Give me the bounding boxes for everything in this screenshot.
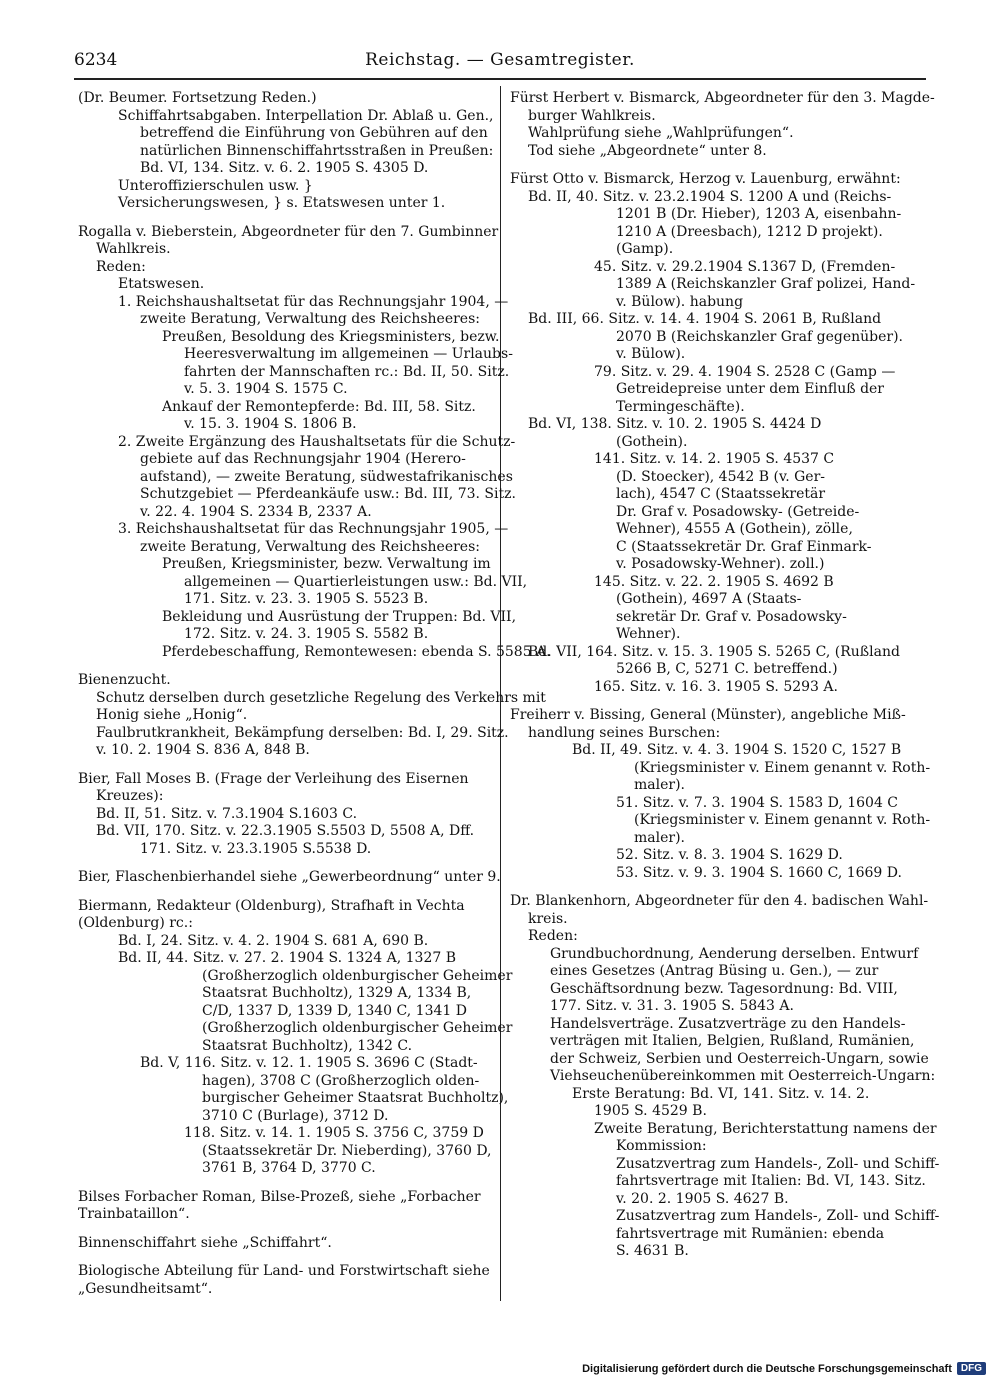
entry-line: Zweite Beratung, Berichterstattung namens der	[594, 1120, 937, 1137]
entry-line: Bd. II, 44. Sitz. v. 27. 2. 1904 S. 1324 A, 1327 B	[118, 950, 456, 966]
entry-line: Kreuzes):	[96, 788, 164, 804]
entry-line: Bd. II, 51. Sitz. v. 7.3.1904 S.1603 C.	[96, 805, 358, 822]
dfg-logo: DFG	[957, 1362, 986, 1375]
entry-line: (Gamp).	[616, 241, 674, 257]
entry-line: Preußen, Besoldung des Kriegsministers, bezw.	[162, 328, 500, 345]
entry-line: Bd. VII, 164. Sitz. v. 15. 3. 1905 S. 5265 C, (Rußland	[528, 643, 900, 660]
entry-line: Pferdebeschaffung, Remontewesen: ebenda S. 5585 A.	[162, 643, 551, 660]
entry-heading: Freiherr v. Bissing, General (Münster), angebliche Miß-	[510, 707, 906, 723]
entry-line: 3761 B, 3764 D, 3770 C.	[202, 1160, 376, 1176]
entry-line: Bd. III, 66. Sitz. v. 14. 4. 1904 S. 2061 B, Rußland	[528, 311, 882, 327]
entry-line: Bd. VI, 138. Sitz. v. 10. 2. 1905 S. 4424 D	[528, 416, 822, 432]
entry-line: Grundbuchordnung, Aenderung derselben. Entwurf	[550, 945, 919, 962]
entry-line: Getreidepreise unter dem Einfluß der	[616, 381, 885, 397]
entry-line: Geschäftsordnung bezw. Tagesordnung: Bd. VIII,	[550, 980, 898, 997]
entry-line: Staatsrat Buchholtz), 1342 C.	[202, 1037, 413, 1054]
entry-line: 1210 A (Dreesbach), 1212 D projekt).	[616, 223, 883, 240]
entry-line: 45. Sitz. v. 29.2.1904 S.1367 D, (Fremden-	[594, 258, 896, 275]
entry-line: aufstand), — zweite Beratung, südwestafrikanisches	[140, 468, 513, 485]
entry-line: v. Posadowsky-Wehner). zoll.)	[616, 556, 825, 572]
register-entry	[510, 90, 935, 160]
entry-line: Schutzgebiet — Pferdeankäufe usw.: Bd. III, 73. Sitz.	[140, 486, 516, 502]
entry-line: natürlichen Binnenschiffahrtsstraßen in Preußen:	[140, 142, 494, 159]
right-column	[510, 90, 940, 1272]
register-entry	[510, 893, 940, 1261]
entry-line: Bd. I, 24. Sitz. v. 4. 2. 1904 S. 681 A, 690 B.	[118, 932, 429, 949]
register-entry	[78, 223, 551, 662]
entry-line: 171. Sitz. v. 23.3.1905 S.5538 D.	[140, 840, 372, 857]
entry-line: (Großherzoglich oldenburgischer Geheimer	[202, 1020, 513, 1036]
entry-line: v. 5. 3. 1904 S. 1575 C.	[184, 381, 348, 397]
entry-line: v. 10. 2. 1904 S. 836 A, 848 B.	[96, 742, 310, 758]
entry-line: 1. Reichshaushaltsetat für das Rechnungsjahr 1904, —	[118, 293, 509, 310]
entry-line: C/D, 1337 D, 1339 D, 1340 C, 1341 D	[202, 1002, 467, 1019]
entry-line: Bekleidung und Ausrüstung der Truppen: Bd. VII,	[162, 608, 517, 625]
entry-line: lach), 4547 C (Staatssekretär	[616, 486, 826, 502]
entry-heading: Dr. Blankenhorn, Abgeordneter für den 4. badischen Wahl-	[510, 893, 929, 909]
entry-heading: Bienenzucht.	[78, 672, 171, 688]
entry-line: maler).	[634, 829, 685, 846]
entry-line: Bd. VI, 134. Sitz. v. 6. 2. 1905 S. 4305 D.	[140, 160, 429, 176]
entry-line: Bd. II, 49. Sitz. v. 4. 3. 1904 S. 1520 C, 1527 B	[572, 742, 902, 758]
entry-line: v. 15. 3. 1904 S. 1806 B.	[184, 416, 357, 432]
entry-heading: (Dr. Beumer. Fortsetzung Reden.)	[78, 90, 317, 106]
entry-line: 172. Sitz. v. 24. 3. 1905 S. 5582 B.	[184, 626, 429, 642]
entry-line: v. Bülow). habung	[616, 293, 744, 310]
entry-line: S. 4631 B.	[616, 1243, 689, 1259]
entry-line: Dr. Graf v. Posadowsky- (Getreide-	[616, 503, 860, 520]
entry-line: burgischer Geheimer Staatsrat Buchholtz),	[202, 1090, 509, 1106]
entry-line: 145. Sitz. v. 22. 2. 1905 S. 4692 B	[594, 573, 834, 590]
entry-heading: Bier, Flaschenbierhandel siehe „Gewerbeordnung“ unter 9.	[78, 869, 501, 885]
entry-line: 52. Sitz. v. 8. 3. 1904 S. 1629 D.	[616, 847, 843, 863]
entry-line: C (Staatssekretär Dr. Graf Einmark-	[616, 538, 872, 555]
register-entry	[78, 771, 491, 859]
entry-line: Trainbataillon“.	[78, 1206, 190, 1222]
entry-line: 165. Sitz. v. 16. 3. 1905 S. 5293 A.	[594, 678, 838, 695]
entry-line: fahrtsvertrage mit Rumänien: ebenda	[616, 1225, 885, 1242]
entry-line: Bd. II, 40. Sitz. v. 23.2.1904 S. 1200 A und (Reichs-	[528, 188, 892, 205]
entry-line: (Kriegsminister v. Einem genannt v. Roth-	[634, 759, 931, 776]
entry-line: (D. Stoecker), 4542 B (v. Ger-	[616, 468, 826, 485]
entry-line: Wehner), 4555 A (Gothein), zölle,	[616, 521, 853, 537]
entry-line: „Gesundheitsamt“.	[78, 1280, 213, 1297]
register-entry	[78, 90, 494, 213]
left-column	[78, 90, 551, 1309]
entry-heading: Bier, Fall Moses B. (Frage der Verleihung des Eisernen	[78, 770, 469, 787]
entry-line: (Staatssekretär Dr. Nieberding), 3760 D,	[202, 1142, 492, 1159]
entry-line: Reden:	[96, 258, 146, 275]
entry-line: gebiete auf das Rechnungsjahr 1904 (Herero-	[140, 451, 466, 467]
entry-line: v. 20. 2. 1905 S. 4627 B.	[616, 1190, 789, 1207]
entry-line: eines Gesetzes (Antrag Büsing u. Gen.), — zur	[550, 963, 879, 979]
entry-line: Bd. VII, 170. Sitz. v. 22.3.1905 S.5503 D, 5508 A, Dff.	[96, 823, 475, 839]
entry-line: v. 22. 4. 1904 S. 2334 B, 2337 A.	[140, 503, 372, 520]
footer-credit: Digitalisierung gefördert durch die Deutsche Forschungsgemeinschaft	[582, 1362, 952, 1375]
entry-line: Termingeschäfte).	[616, 398, 745, 415]
register-entry	[78, 1235, 491, 1253]
entry-line: 2070 B (Reichskanzler Graf gegenüber).	[616, 328, 903, 345]
entry-line: betreffend die Einführung von Gebühren auf den	[140, 125, 488, 141]
entry-line: Honig siehe „Honig“.	[96, 707, 248, 723]
page-title: Reichstag. — Gesamtregister.	[365, 50, 635, 70]
entry-line: Heeresverwaltung im allgemeinen — Urlaubs-	[184, 346, 513, 362]
entry-line: Wahlprüfung siehe „Wahlprüfungen“.	[528, 125, 794, 141]
entry-line: fahrten der Mannschaften rc.: Bd. II, 50. Sitz.	[184, 363, 510, 380]
entry-line: (Kriegsminister v. Einem genannt v. Roth-	[634, 812, 931, 828]
entry-line: burger Wahlkreis.	[528, 107, 656, 124]
entry-line: 5266 B, C, 5271 C. betreffend.)	[616, 661, 838, 677]
entry-line: Tod siehe „Abgeordnete“ unter 8.	[528, 142, 767, 159]
entry-line: 3. Reichshaushaltsetat für das Rechnungsjahr 1905, —	[118, 521, 509, 537]
entry-line: hagen), 3708 C (Großherzoglich olden-	[202, 1072, 480, 1089]
entry-line: v. Bülow).	[616, 346, 686, 362]
entry-line: Etatswesen.	[118, 276, 205, 292]
entry-line: 53. Sitz. v. 9. 3. 1904 S. 1660 C, 1669 D.	[616, 864, 902, 881]
entry-line: (Oldenburg) rc.:	[78, 915, 193, 931]
entry-heading: Fürst Otto v. Bismarck, Herzog v. Lauenburg, erwähnt:	[510, 171, 901, 187]
entry-line: fahrtsvertrage mit Italien: Bd. VI, 143. Sitz.	[616, 1173, 926, 1189]
entry-line: zweite Beratung, Verwaltung des Reichsheeres:	[140, 538, 480, 555]
entry-heading: Fürst Herbert v. Bismarck, Abgeordneter für den 3. Magde-	[510, 90, 935, 106]
footer	[582, 1362, 986, 1375]
entry-line: Unteroffizierschulen usw. }	[118, 177, 313, 194]
entry-line: kreis.	[528, 910, 568, 927]
entry-line: zweite Beratung, Verwaltung des Reichsheeres:	[140, 311, 480, 327]
entry-line: Faulbrutkrankheit, Bekämpfung derselben: Bd. I, 29. Sitz.	[96, 724, 509, 741]
entry-line: Viehseuchenübereinkommen mit Oesterreich-Ungarn:	[550, 1068, 936, 1084]
register-entry	[78, 869, 501, 887]
page-number: 6234	[74, 50, 118, 70]
page-header	[74, 50, 926, 74]
entry-line: 51. Sitz. v. 7. 3. 1904 S. 1583 D, 1604 C	[616, 794, 899, 811]
entry-line: Staatsrat Buchholtz), 1329 A, 1334 B,	[202, 985, 472, 1001]
entry-line: 171. Sitz. v. 23. 3. 1905 S. 5523 B.	[184, 591, 429, 607]
header-rule	[74, 78, 926, 80]
register-entry	[78, 897, 513, 1178]
entry-line: sekretär Dr. Graf v. Posadowsky-	[616, 608, 847, 625]
entry-line: 118. Sitz. v. 14. 1. 1905 S. 3756 C, 3759 D	[184, 1125, 484, 1141]
entry-heading: Biologische Abteilung für Land- und Forstwirtschaft siehe	[78, 1263, 490, 1279]
entry-line: 1389 A (Reichskanzler Graf polizei, Hand-	[616, 276, 916, 292]
entry-line: Handelsverträge. Zusatzverträge zu den Handels-	[550, 1015, 906, 1032]
entry-line: 141. Sitz. v. 14. 2. 1905 S. 4537 C	[594, 451, 835, 467]
entry-line: (Gothein).	[616, 433, 688, 450]
entry-line: 177. Sitz. v. 31. 3. 1905 S. 5843 A.	[550, 998, 794, 1014]
entry-line: Ankauf der Remontepferde: Bd. III, 58. Sitz.	[162, 398, 476, 415]
register-entry	[78, 1263, 491, 1298]
entry-line: Zusatzvertrag zum Handels-, Zoll- und Schiff-	[616, 1208, 940, 1224]
entry-heading: Binnenschiffahrt siehe „Schiffahrt“.	[78, 1234, 332, 1251]
entry-line: (Großherzoglich oldenburgischer Geheimer	[202, 967, 513, 984]
entry-line: 1905 S. 4529 B.	[594, 1103, 707, 1119]
entry-line: Reden:	[528, 928, 578, 944]
register-entry	[78, 672, 546, 760]
entry-heading: Biermann, Redakteur (Oldenburg), Strafhaft in Vechta	[78, 897, 465, 914]
entry-line: 1201 B (Dr. Hieber), 1203 A, eisenbahn-	[616, 206, 902, 222]
entry-line: 79. Sitz. v. 29. 4. 1904 S. 2528 C (Gamp —	[594, 363, 896, 380]
register-entry	[78, 1189, 491, 1224]
entry-line: 3710 C (Burlage), 3712 D.	[202, 1107, 389, 1124]
entry-line: Wehner).	[616, 626, 681, 642]
entry-line: (Gothein), 4697 A (Staats-	[616, 591, 802, 607]
entry-line: Erste Beratung: Bd. VI, 141. Sitz. v. 14. 2.	[572, 1085, 870, 1102]
entry-line: verträgen mit Italien, Belgien, Rußland, Rumänien,	[550, 1033, 915, 1049]
entry-line: allgemeinen — Quartierleistungen usw.: Bd. VII,	[184, 573, 528, 590]
entry-line: maler).	[634, 777, 685, 793]
entry-line: Zusatzvertrag zum Handels-, Zoll- und Schiff-	[616, 1155, 940, 1172]
entry-line: Schiffahrtsabgaben. Interpellation Dr. Ablaß u. Gen.,	[118, 107, 494, 124]
entry-heading: Bilses Forbacher Roman, Bilse-Prozeß, siehe „Forbacher	[78, 1188, 481, 1205]
entry-line: Bd. V, 116. Sitz. v. 12. 1. 1905 S. 3696 C (Stadt-	[140, 1055, 478, 1071]
entry-line: Kommission:	[616, 1138, 707, 1154]
entry-line: der Schweiz, Serbien und Oesterreich-Ungarn, sowie	[550, 1050, 929, 1067]
entry-line: Versicherungswesen, } s. Etatswesen unter 1.	[118, 195, 446, 211]
entry-line: Preußen, Kriegsminister, bezw. Verwaltung im	[162, 556, 491, 572]
entry-line: handlung seines Burschen:	[528, 724, 721, 741]
entry-line: Wahlkreis.	[96, 241, 171, 257]
register-entry	[510, 707, 931, 882]
entry-line: 2. Zweite Ergänzung des Haushaltsetats für die Schutz-	[118, 433, 516, 450]
entry-heading: Rogalla v. Bieberstein, Abgeordneter für den 7. Gumbinner	[78, 223, 499, 240]
register-entry	[510, 171, 924, 696]
entry-line: Schutz derselben durch gesetzliche Regelung des Verkehrs mit	[96, 689, 546, 706]
